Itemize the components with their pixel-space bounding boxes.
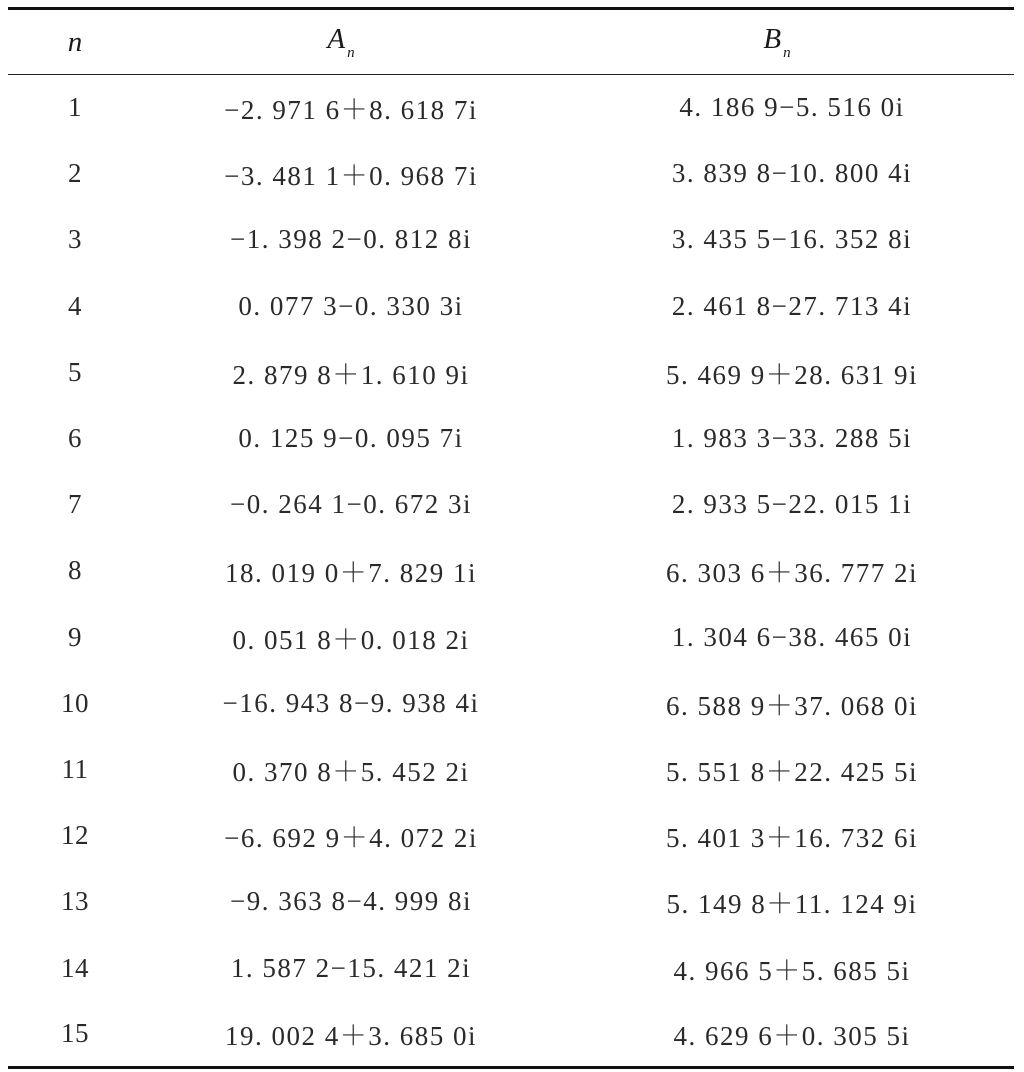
cell-a: 1. 587 2−15. 421 2i [230, 952, 472, 983]
cell-b: 6. 588 9＋37. 068 0i [665, 690, 918, 721]
cell-n: 15 [8, 1001, 142, 1067]
cell-n: 10 [61, 687, 89, 718]
cell-b: 1. 983 3−33. 288 5i [671, 423, 913, 454]
table-row [8, 869, 1014, 935]
cell-b: 6. 303 6＋36. 777 2i [665, 558, 918, 589]
table-row [8, 538, 1014, 604]
cell-a: 2. 879 8＋1. 610 9i [232, 359, 470, 390]
header-a-label: A [327, 22, 346, 55]
cell-b: 5. 401 3＋16. 732 6i [665, 823, 918, 854]
cell-n: 14 [61, 952, 89, 983]
header-b [540, 9, 1014, 75]
cell-a: −9. 363 8−4. 999 8i [230, 886, 472, 917]
cell-n: 12 [61, 820, 89, 851]
cell-a: −0. 264 1−0. 672 3i [230, 489, 472, 520]
cell-b: 4. 629 6＋0. 305 5i [540, 1001, 1014, 1067]
cell-a: −2. 971 6＋8. 618 7i [224, 95, 478, 126]
table-row [8, 207, 1014, 273]
table-row [8, 75, 1014, 141]
header-a [142, 9, 540, 75]
cell-n: 4 [68, 290, 82, 321]
cell-a: 19. 002 4＋3. 685 0i [142, 1001, 540, 1067]
table-row [8, 472, 1014, 538]
cell-a: −6. 692 9＋4. 072 2i [224, 823, 478, 854]
cell-a: −16. 943 8−9. 938 4i [222, 687, 480, 718]
cell-a: 0. 051 8＋0. 018 2i [232, 624, 470, 655]
table-row [8, 935, 1014, 1001]
table-body [8, 75, 1014, 1068]
table-row [8, 273, 1014, 339]
table-row [8, 604, 1014, 670]
table-row [8, 405, 1014, 471]
cell-a: −1. 398 2−0. 812 8i [230, 224, 472, 255]
cell-b: 1. 304 6−38. 465 0i [671, 621, 913, 652]
cell-n: 8 [68, 555, 82, 586]
cell-b: 3. 435 5−16. 352 8i [671, 224, 913, 255]
cell-n: 9 [68, 621, 82, 652]
cell-b: 4. 186 9−5. 516 0i [679, 92, 905, 123]
cell-n: 6 [68, 423, 82, 454]
table-row [8, 1001, 1014, 1067]
header-n-label: n [67, 25, 83, 58]
coefficient-table [8, 7, 1014, 1069]
header-n [8, 9, 142, 75]
table-row [8, 141, 1014, 207]
coefficient-table-container [8, 7, 1014, 1069]
header-b-subscript: n [783, 44, 791, 61]
table-row [8, 670, 1014, 736]
cell-b: 5. 469 9＋28. 631 9i [665, 359, 918, 390]
cell-b: 5. 149 8＋11. 124 9i [666, 889, 918, 920]
cell-n: 1 [68, 92, 82, 123]
cell-n: 2 [68, 158, 82, 189]
cell-b: 2. 461 8−27. 713 4i [671, 290, 913, 321]
table-row [8, 339, 1014, 405]
cell-a: −3. 481 1＋0. 968 7i [224, 161, 478, 192]
cell-a: 0. 125 9−0. 095 7i [238, 423, 464, 454]
table-row [8, 803, 1014, 869]
cell-n: 7 [68, 489, 82, 520]
table-header-row [8, 9, 1014, 75]
cell-a: 0. 077 3−0. 330 3i [238, 290, 464, 321]
header-b-label: B [763, 22, 782, 55]
table-row [8, 736, 1014, 802]
cell-n: 11 [61, 753, 89, 784]
cell-n: 3 [68, 224, 82, 255]
cell-n: 13 [61, 886, 89, 917]
cell-b: 2. 933 5−22. 015 1i [671, 489, 913, 520]
cell-b: 4. 966 5＋5. 685 5i [673, 955, 911, 986]
cell-b: 5. 551 8＋22. 425 5i [665, 756, 918, 787]
cell-a: 18. 019 0＋7. 829 1i [224, 558, 477, 589]
header-a-subscript: n [347, 44, 355, 61]
cell-b: 3. 839 8−10. 800 4i [671, 158, 913, 189]
cell-n: 5 [68, 356, 82, 387]
cell-a: 0. 370 8＋5. 452 2i [232, 756, 470, 787]
